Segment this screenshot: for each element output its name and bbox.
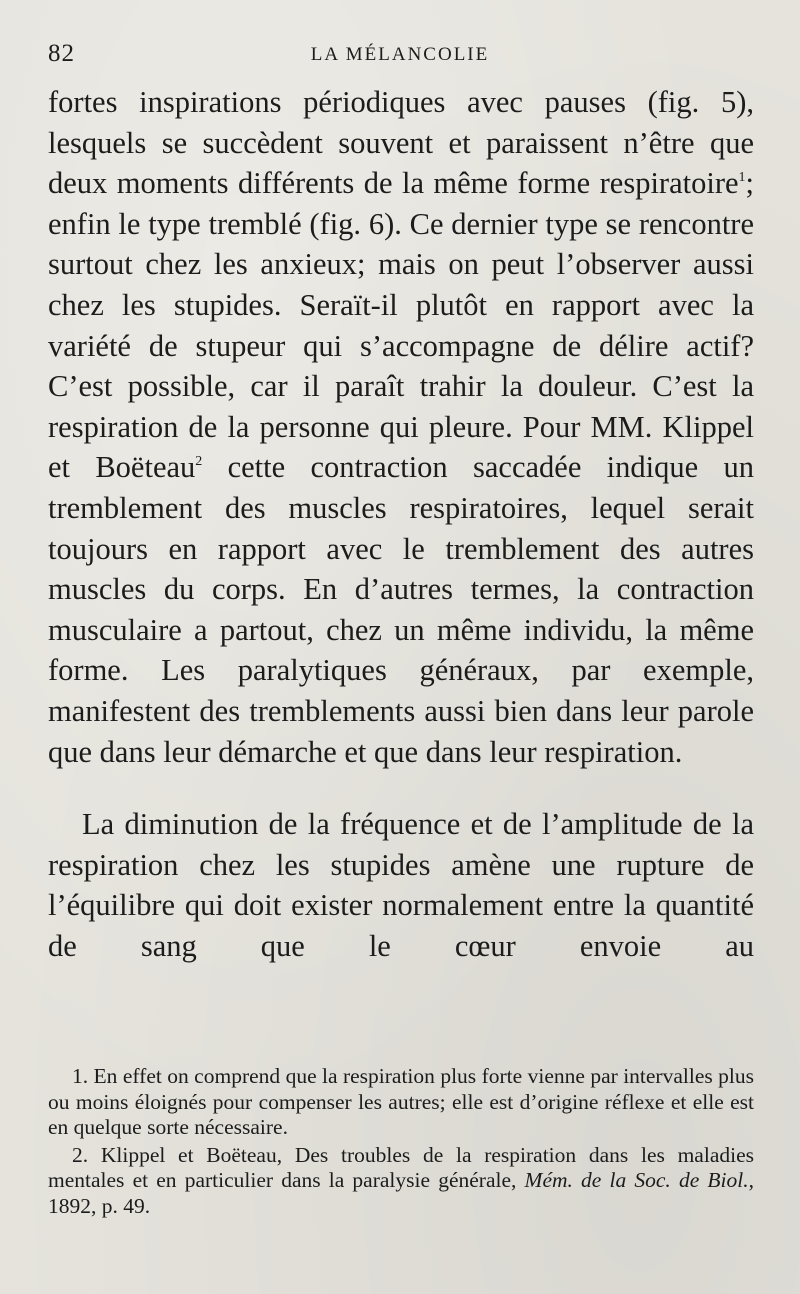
running-head (48, 40, 752, 70)
footnote-reference-1: 1 (738, 170, 746, 186)
footnote-text: En effet on comprend que la respiration plus forte vienne par intervalles plus ou moins éloignés pour compenser les autres; elle est d’origine réflexe et elle est en quelque sorte nécessaire. (48, 1064, 754, 1139)
footnote-reference-2: 2 (195, 454, 203, 470)
paragraph: La diminution de la fréquence et de l’amplitude de la respiration chez les stupides amène une rupture de l’équilibre qui doit exister normalement entre la quantité de sang que le cœur envoie au (48, 807, 754, 963)
page-number: 82 (48, 40, 75, 67)
paragraph-text: ; enfin le type tremblé (fig. 6). Ce dernier type se rencontre surtout chez les anxieux; mais on peut l’observer aussi chez les stupides. Seraït-il plutôt en rapport avec la variété de stupeur qui s’accompagne de délire actif? C’est possible, car il paraît trahir la douleur. C’est la respiration de la personne qui pleure. Pour MM. Klippel et Boëteau (48, 166, 754, 485)
paragraph-text: fortes inspirations périodiques avec pauses (fig. 5), lesquels se succèdent souvent et paraissent n’être que deux moments différents de la même forme respiratoire (48, 85, 754, 201)
footnote-text: Klippel et Boëteau, Des troubles de la respiration dans les maladies mentales et en particulier dans la paralysie générale, (48, 1142, 755, 1192)
paragraph-continued (48, 82, 754, 772)
footnote-number: 1. (72, 1064, 89, 1088)
body-text (48, 82, 754, 966)
footnote-text: , 1892, p. 49. (48, 1168, 754, 1218)
footnote-journal-title: Mém. de la Soc. de Biol. (524, 1168, 749, 1192)
footnote-2 (48, 1143, 754, 1220)
footnotes (48, 1064, 754, 1219)
paragraph-text: cette contraction saccadée indique un tremblement des muscles respiratoires, lequel serait toujours en rapport avec le tremblement des autres muscles du corps. En d’autres termes, la contraction musculaire a partout, chez un même individu, la même forme. Les paralytiques généraux, par exemple, manifestent des tremblements aussi bien dans leur parole que dans leur démarche et que dans leur respiration. (48, 450, 754, 769)
footnote-1 (48, 1064, 754, 1141)
running-title: LA MÉLANCOLIE (310, 44, 490, 65)
footnote-number: 2. (72, 1142, 89, 1167)
